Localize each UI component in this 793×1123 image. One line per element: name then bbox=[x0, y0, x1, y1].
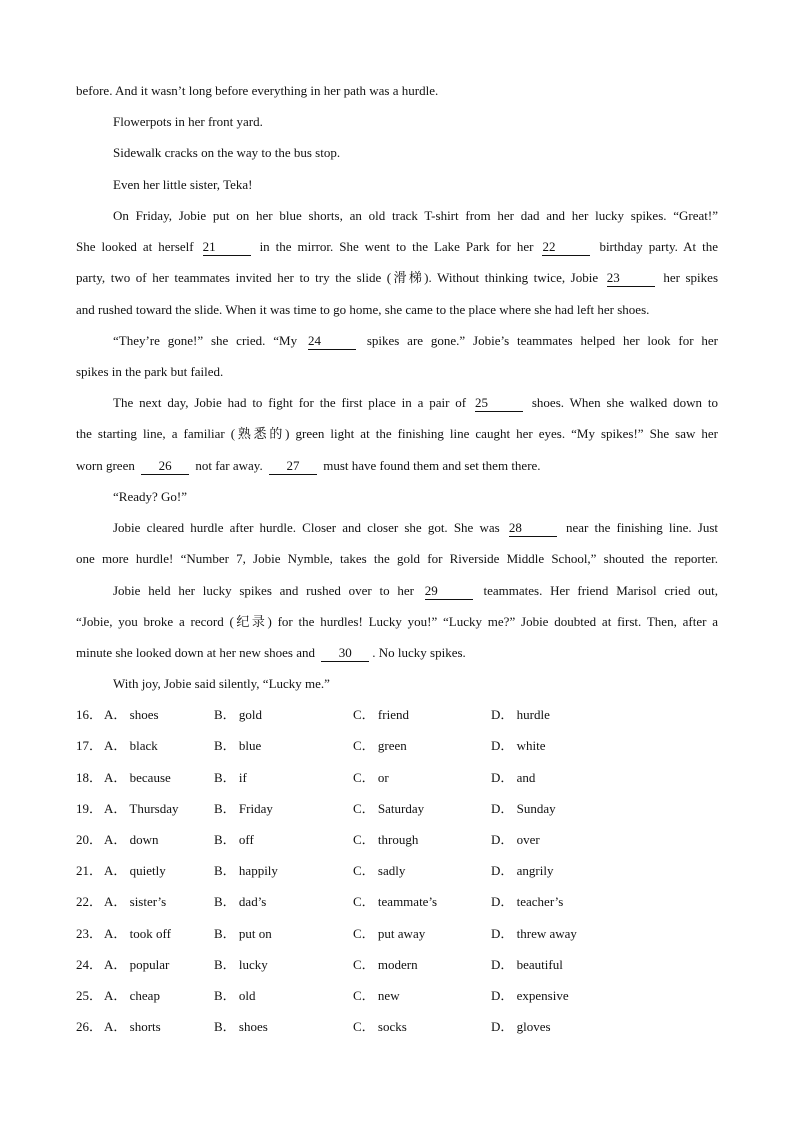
passage-line: Even her little sister, Teka! bbox=[113, 177, 253, 192]
option-b: B． Friday bbox=[214, 801, 273, 816]
text-run: birthday party. At the bbox=[599, 239, 718, 254]
option-a: A． because bbox=[104, 770, 171, 785]
passage-line bbox=[76, 238, 718, 256]
question-number: 16． bbox=[76, 707, 103, 722]
passage-line: On Friday, Jobie put on her blue shorts, an old track T-shirt from her dad and her lucky spikes. “Great!” bbox=[113, 208, 718, 223]
option-a: A． popular bbox=[104, 957, 170, 972]
passage-line bbox=[113, 582, 718, 600]
option-b: B． dad’s bbox=[214, 894, 267, 909]
passage-line: “Ready? Go!” bbox=[113, 489, 187, 504]
text-run: her spikes bbox=[663, 270, 719, 285]
blank-23: 23 bbox=[607, 270, 655, 287]
blank-26: 26 bbox=[141, 458, 189, 475]
question-row bbox=[76, 925, 718, 943]
blank-30: 30 bbox=[321, 645, 369, 662]
text-run: spikes are gone.” Jobie’s teammates helped her look for her bbox=[366, 333, 718, 348]
question-row bbox=[76, 831, 718, 849]
question-number: 21． bbox=[76, 863, 103, 878]
option-a: A． down bbox=[104, 832, 159, 847]
option-d: D． angrily bbox=[491, 863, 554, 878]
question-number: 22． bbox=[76, 894, 103, 909]
passage-line bbox=[76, 269, 718, 287]
option-a: A． quietly bbox=[104, 863, 166, 878]
text-run: in the mirror. She went to the Lake Park for her bbox=[259, 239, 534, 254]
option-c: C． green bbox=[353, 738, 407, 753]
option-c: C． sadly bbox=[353, 863, 406, 878]
passage-line bbox=[76, 457, 718, 475]
text-run: minute she looked down at her new shoes and bbox=[76, 645, 316, 660]
option-c: C． new bbox=[353, 988, 400, 1003]
passage-line: With joy, Jobie said silently, “Lucky me.” bbox=[113, 676, 330, 691]
question-row bbox=[76, 956, 718, 974]
question-row bbox=[76, 987, 718, 1005]
question-row bbox=[76, 1018, 718, 1036]
question-number: 24． bbox=[76, 957, 103, 972]
blank-21: 21 bbox=[203, 239, 251, 256]
passage-line: before. And it wasn’t long before everything in her path was a hurdle. bbox=[76, 83, 439, 98]
text-run: The next day, Jobie had to fight for the first place in a pair of bbox=[113, 395, 467, 410]
blank-27: 27 bbox=[269, 458, 317, 475]
text-run: must have found them and set them there. bbox=[323, 458, 541, 473]
question-number: 18． bbox=[76, 770, 103, 785]
passage-line: the starting line, a familiar (熟悉的) green light at the finishing line caught her eyes. “My spikes!” She saw her bbox=[76, 426, 718, 441]
text-run: party, two of her teammates invited her to try the slide (滑梯). Without thinking twice, Jobie bbox=[76, 270, 599, 285]
text-run: teammates. Her friend Marisol cried out, bbox=[483, 583, 719, 598]
option-c: C． teammate’s bbox=[353, 894, 438, 909]
option-a: A． shorts bbox=[104, 1019, 161, 1034]
question-number: 19． bbox=[76, 801, 103, 816]
blank-29: 29 bbox=[425, 583, 473, 600]
passage-line: Sidewalk cracks on the way to the bus stop. bbox=[113, 145, 341, 160]
option-c: C． through bbox=[353, 832, 419, 847]
question-row bbox=[76, 737, 718, 755]
text-run: . No lucky spikes. bbox=[372, 645, 466, 660]
passage-line: Flowerpots in her front yard. bbox=[113, 114, 263, 129]
option-a: A． black bbox=[104, 738, 158, 753]
question-number: 26． bbox=[76, 1019, 103, 1034]
option-b: B． lucky bbox=[214, 957, 268, 972]
blank-22: 22 bbox=[542, 239, 590, 256]
option-b: B． blue bbox=[214, 738, 262, 753]
text-run: She looked at herself bbox=[76, 239, 194, 254]
text-run: Jobie held her lucky spikes and rushed over to her bbox=[113, 583, 414, 598]
option-d: D． white bbox=[491, 738, 546, 753]
option-d: D． teacher’s bbox=[491, 894, 564, 909]
question-row bbox=[76, 800, 718, 818]
option-b: B． put on bbox=[214, 926, 272, 941]
passage-line bbox=[113, 332, 718, 350]
question-row bbox=[76, 769, 718, 787]
passage-line bbox=[76, 644, 718, 662]
option-a: A． cheap bbox=[104, 988, 160, 1003]
blank-28: 28 bbox=[509, 520, 557, 537]
question-number: 23． bbox=[76, 926, 103, 941]
option-c: C． Saturday bbox=[353, 801, 425, 816]
passage-line: spikes in the park but failed. bbox=[76, 364, 224, 379]
text-run: worn green bbox=[76, 458, 135, 473]
option-d: D． and bbox=[491, 770, 536, 785]
option-c: C． friend bbox=[353, 707, 409, 722]
option-d: D． beautiful bbox=[491, 957, 563, 972]
text-run: not far away. bbox=[195, 458, 263, 473]
option-a: A． took off bbox=[104, 926, 171, 941]
option-b: B． off bbox=[214, 832, 254, 847]
option-c: C． modern bbox=[353, 957, 418, 972]
question-row bbox=[76, 862, 718, 880]
option-d: D． hurdle bbox=[491, 707, 550, 722]
passage-line: one more hurdle! “Number 7, Jobie Nymble, takes the gold for Riverside Middle School,” shouted the reporter. bbox=[76, 551, 718, 566]
option-b: B． gold bbox=[214, 707, 263, 722]
text-run: Jobie cleared hurdle after hurdle. Closer and closer she got. She was bbox=[113, 520, 500, 535]
option-b: B． if bbox=[214, 770, 247, 785]
question-number: 25． bbox=[76, 988, 103, 1003]
question-number: 20． bbox=[76, 832, 103, 847]
option-c: C． or bbox=[353, 770, 389, 785]
passage-line bbox=[113, 394, 718, 412]
passage-line: “Jobie, you broke a record (纪录) for the hurdles! Lucky you!” “Lucky me?” Jobie doubted at first. Then, after a bbox=[76, 614, 718, 629]
option-d: D． over bbox=[491, 832, 540, 847]
option-d: D． Sunday bbox=[491, 801, 556, 816]
option-b: B． happily bbox=[214, 863, 278, 878]
question-number: 17． bbox=[76, 738, 103, 753]
text-run: shoes. When she walked down to bbox=[531, 395, 719, 410]
option-d: D． gloves bbox=[491, 1019, 551, 1034]
text-run: “They’re gone!” she cried. “My bbox=[113, 333, 298, 348]
question-row bbox=[76, 893, 718, 911]
text-run: near the finishing line. Just bbox=[566, 520, 719, 535]
blank-24: 24 bbox=[308, 333, 356, 350]
question-row bbox=[76, 706, 718, 724]
option-c: C． socks bbox=[353, 1019, 407, 1034]
option-a: A． Thursday bbox=[104, 801, 179, 816]
passage-line: and rushed toward the slide. When it was time to go home, she came to the place where she had left her shoes. bbox=[76, 302, 650, 317]
option-d: D． expensive bbox=[491, 988, 569, 1003]
passage-line bbox=[113, 519, 718, 537]
option-a: A． sister’s bbox=[104, 894, 167, 909]
option-b: B． old bbox=[214, 988, 256, 1003]
option-c: C． put away bbox=[353, 926, 426, 941]
option-a: A． shoes bbox=[104, 707, 159, 722]
blank-25: 25 bbox=[475, 395, 523, 412]
option-d: D． threw away bbox=[491, 926, 577, 941]
option-b: B． shoes bbox=[214, 1019, 268, 1034]
